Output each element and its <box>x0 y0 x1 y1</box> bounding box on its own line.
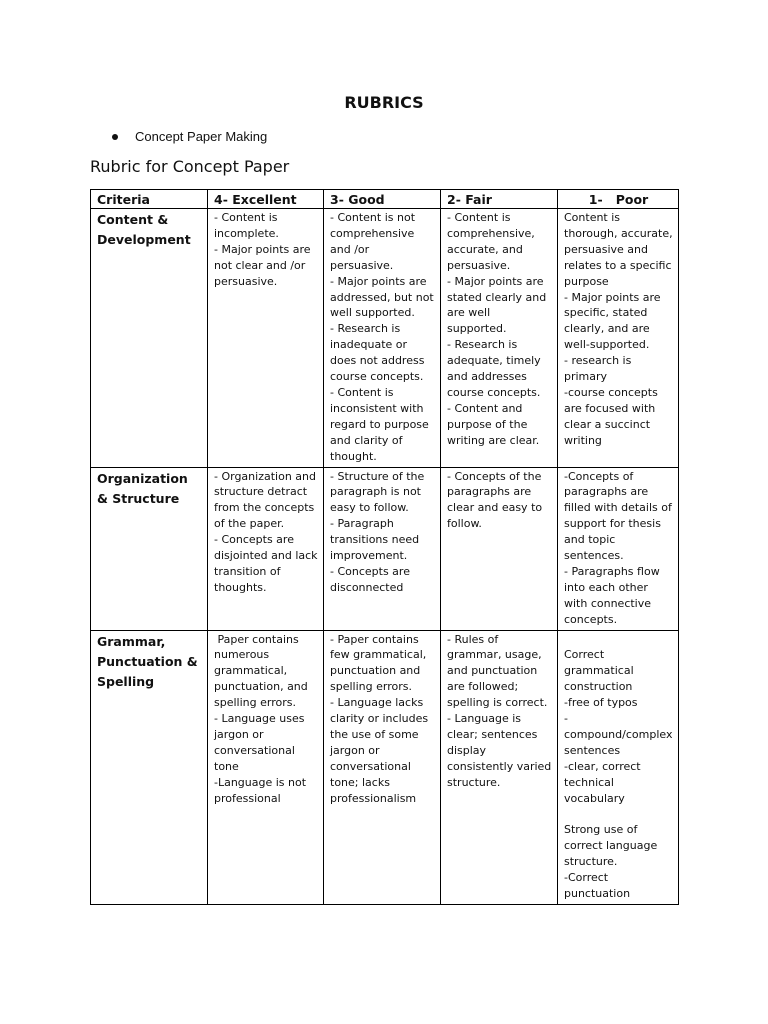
table-header-row <box>91 190 679 209</box>
cell-text: -Correct punctuation <box>564 871 631 901</box>
cell-text: - Content and purpose of the writing are clear. <box>447 401 540 447</box>
rating-cell <box>208 209 324 468</box>
cell-text: - Major points are specific, stated clearly, and are well-supported. <box>564 290 665 352</box>
header-fair: 2- Fair <box>441 190 558 209</box>
bullet-dot-icon <box>112 134 118 140</box>
cell-text: - Major points are addressed, but not well supported. <box>330 274 438 320</box>
rating-cell <box>441 630 558 904</box>
rating-cell <box>558 630 679 904</box>
rating-cell <box>324 630 441 904</box>
cell-text: - Paper contains few grammatical, punctuation and spelling errors. <box>330 632 430 694</box>
bullet-text: Concept Paper Making <box>135 129 268 144</box>
cell-text: - Content is inconsistent with regard to purpose and clarity of thought. <box>330 385 433 463</box>
cell-text: - research is primary <box>564 354 635 384</box>
cell-text: Strong use of correct language structure. <box>564 823 661 869</box>
cell-text: - Language uses jargon or conversational tone <box>214 712 308 773</box>
section-title: Rubric for Concept Paper <box>90 157 290 176</box>
cell-text: - Organization and structure detract from the concepts of the paper. <box>214 469 320 531</box>
rating-cell <box>324 209 441 468</box>
cell-text: - Structure of the paragraph is not easy to follow. <box>330 469 428 515</box>
cell-text: - Major points are not clear and /or persuasive. <box>214 242 315 288</box>
cell-text: - Content is comprehensive, accurate, and persuasive. <box>447 211 539 272</box>
rating-cell <box>441 209 558 468</box>
cell-text: - Concepts of the paragraphs are clear and easy to follow. <box>447 469 546 531</box>
header-excellent: 4- Excellent <box>208 190 324 209</box>
cell-text: -Language is not professional <box>214 775 310 805</box>
cell-text: -compound/complex sentences <box>564 712 676 757</box>
rubric-body <box>91 209 679 905</box>
cell-text: - Rules of grammar, usage, and punctuation are followed; spelling is correct. <box>447 632 548 710</box>
rating-cell <box>558 209 679 468</box>
header-poor: 1- Poor <box>558 190 679 209</box>
cell-text: -Concepts of paragraphs are filled with details of support for thesis and topic sentences. <box>564 469 676 563</box>
cell-text: - Research is inadequate or does not address course concepts. <box>330 322 428 384</box>
criteria-cell: Organization & Structure <box>91 467 208 630</box>
cell-text: Content is thorough, accurate, persuasive and relates to a specific purpose <box>564 211 677 288</box>
cell-text: - Content is incomplete. <box>214 211 281 240</box>
cell-text: - Language is clear; sentences display consistently varied structure. <box>447 712 555 789</box>
cell-text: - Language lacks clarity or includes the use of some jargon or conversational tone; lacks professionalism <box>330 696 432 805</box>
header-criteria: Criteria <box>91 190 208 209</box>
rating-cell <box>441 467 558 630</box>
cell-text: - Research is adequate, timely and addresses course concepts. <box>447 338 545 399</box>
rating-cell <box>558 467 679 630</box>
page-title: RUBRICS <box>344 93 424 112</box>
blank-line <box>564 807 673 823</box>
header-good: 3- Good <box>324 190 441 209</box>
cell-text: -free of typos <box>564 696 638 710</box>
table-row <box>91 467 679 630</box>
bullet-list <box>112 128 267 145</box>
cell-text: -clear, correct technical vocabulary <box>564 759 645 805</box>
cell-text: - Major points are stated clearly and are well supported. <box>447 274 550 336</box>
cell-text: - Content is not comprehensive and /or persuasive. <box>330 211 419 272</box>
criteria-cell: Content & Development <box>91 209 208 468</box>
cell-text: - Concepts are disjointed and lack transition of thoughts. <box>214 533 322 594</box>
rating-cell <box>324 467 441 630</box>
rating-cell <box>208 630 324 904</box>
table-row <box>91 630 679 904</box>
cell-text: - Paragraphs flow into each other with connective concepts. <box>564 564 664 626</box>
cell-text: -course concepts are focused with clear a succinct writing <box>564 385 662 447</box>
cell-text: Correct grammatical construction <box>564 648 638 694</box>
table-row <box>91 209 679 468</box>
rubric-table <box>90 189 679 905</box>
criteria-cell: Grammar, Punctuation & Spelling <box>91 630 208 904</box>
cell-text: - Paragraph transitions need improvement. <box>330 517 423 563</box>
rating-cell <box>208 467 324 630</box>
cell-text: - Concepts are disconnected <box>330 564 414 594</box>
cell-text: Paper contains numerous grammatical, punctuation, and spelling errors. <box>214 632 312 710</box>
blank-line <box>564 632 673 648</box>
bullet-item <box>112 128 267 145</box>
